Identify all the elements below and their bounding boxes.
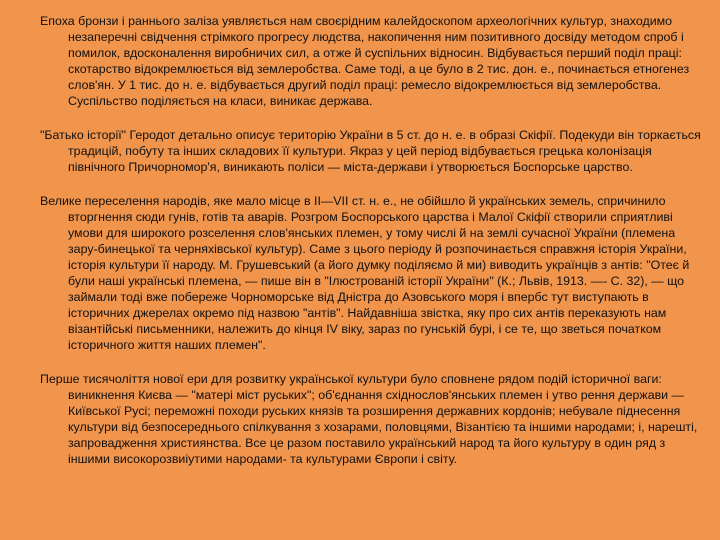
paragraph-first-millennium: Перше тисячоліття нової ери для розвитку української культури було сповнене рядом подій історичної ваги: виникнення Києва — "матері міст руських"; об'єднання східнослов'янських племен і утво рення держави — Київської Русі; переможні походи руських князів та розширення державних кордонів; небувале піднесення культури від безпосереднього спілкування з хозарами, половцями, Візантією та іншими народами; і, нарешті, запровадження християнства. Все це разом поставило український народ та його культуру в один ряд з іншими високорозвиіутими народами- та культурами Європи і світу.	[40, 372, 698, 466]
paragraph-bronze-age: Епоха бронзи і раннього заліза уявляється нам своєрідним калейдоскопом археологічних культур, знаходимо незаперечні свідчення стрімкого прогресу людства, накопичення ним позитивного досвіду методом спроб і помилок, вдосконалення виробничих сил, а отже й суспільних відносин. Відбувається перший поділ праці: скотарство відокремлюється від землеробства. Саме тоді, а це було в 2 тис. дон. е., починається етногенез слов'ян. У 1 тис. до н. е. відбувається другий поділ праці: ремесло відокремлюється від землеробства. Суспільство поділяється на класи, виникає держава.	[40, 14, 690, 108]
paragraph-herodotus: "Батько історії" Геродот детально описує територію України в 5 ст. до н. е. в образі Скіфії. Подекуди він торкається традицій, побуту та інших складових її культури. Якраз у цей період відбувається грецька колонізація північного Причорномор'я, виникають поліси — міста-держави і утворюється Боспорське царство.	[40, 128, 701, 174]
paragraph-migration: Велике переселення народів, яке мало місце в II—VII ст. н. е., не обійшло й українських земель, спричинило вторгнення сюди гунів, готів та аварів. Розгром Боспорського царства і Малої Скіфії створили сприятливі умови для широкого розселення слов'янських племен, у тому числі й на землі сучасної України (племена зару-бинецької та черняхівської культур). Саме з цього періоду й розпочинається справжня історія України, історія культури її народу. М. Грушевський (а його думку поділяємо й ми) виводить українців з антів: "Отеє й були наші українські племена, — пише він в "Ілюстрованій історії України" (К.; Львів, 1913. —- С. 32), — що займали тоді вже побереже Чорноморське від Дністра до Азовського моря і впербс тут виступають в історичних джерелах окремо під назвою "антів". Найдавніша звістка, яку про сих антів переказують нам візантійські письменники, належить до кінця IV віку, зараз по гунській бурі, і се те, що зветься початком історичного життя наших племен".	[40, 194, 690, 352]
